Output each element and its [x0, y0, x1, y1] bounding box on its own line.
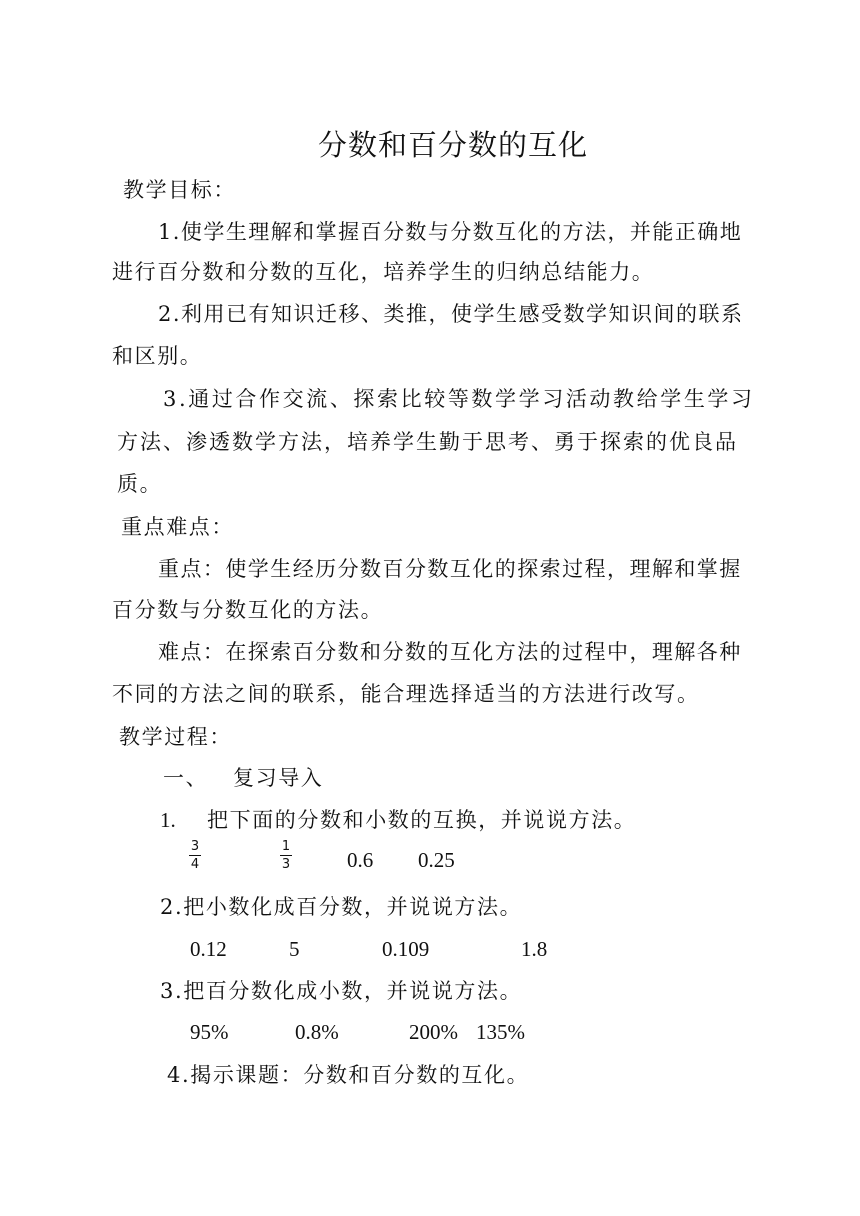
fraction-numerator: 3	[190, 839, 200, 854]
objective-3-line-1: 3.通过合作交流、探索比较等数学学习活动教给学生学习	[163, 387, 755, 411]
fraction-bar	[189, 855, 201, 856]
difficult-point-line-1: 难点：在探索百分数和分数的互化方法的过程中，理解各种	[158, 640, 742, 664]
exercise-1-number: 1.	[160, 808, 176, 832]
exercise-3-text: 3.把百分数化成小数，并说说方法。	[160, 979, 523, 1003]
objective-3-line-2: 方法、渗透数学方法，培养学生勤于思考、勇于探索的优良品	[117, 430, 738, 454]
objective-1-line-1: 1.使学生理解和掌握百分数与分数互化的方法，并能正确地	[158, 220, 743, 244]
fraction-three-quarters	[187, 840, 203, 871]
exercise-1-text: 把下面的分数和小数的互换，并说说方法。	[207, 808, 637, 832]
exercise-3-value: 0.8%	[295, 1020, 339, 1044]
fraction-one-third	[278, 840, 294, 871]
fraction-bar	[280, 855, 292, 856]
key-point-line-1: 重点：使学生经历分数百分数互化的探索过程，理解和掌握	[158, 557, 742, 581]
exercise-4-text: 4.揭示课题：分数和百分数的互化。	[167, 1063, 530, 1087]
process-heading: 教学过程：	[119, 725, 232, 749]
key-points-heading: 重点难点：	[121, 515, 234, 539]
document-title: 分数和百分数的互化	[318, 128, 589, 162]
exercise-2-value: 0.109	[382, 937, 430, 961]
exercise-3-value: 135%	[476, 1020, 525, 1044]
fraction-numerator: 1	[281, 839, 291, 854]
fraction-denominator: 3	[281, 857, 291, 872]
objective-3-line-3: 质。	[117, 472, 163, 496]
objective-1-line-2: 进行百分数和分数的互化，培养学生的归纳总结能力。	[112, 260, 655, 284]
exercise-2-text: 2.把小数化成百分数，并说说方法。	[160, 895, 523, 919]
section-1-number: 一、	[163, 766, 209, 790]
exercise-2-value: 0.12	[190, 937, 227, 961]
objective-2-line-2: 和区别。	[112, 344, 203, 368]
section-1-title: 复习导入	[233, 766, 324, 790]
decimal-value: 0.25	[418, 848, 455, 872]
exercise-3-value: 200%	[409, 1020, 458, 1044]
objectives-heading: 教学目标：	[123, 178, 236, 202]
objective-2-line-1: 2.利用已有知识迁移、类推，使学生感受数学知识间的联系	[158, 302, 744, 326]
difficult-point-line-2: 不同的方法之间的联系，能合理选择适当的方法进行改写。	[112, 682, 700, 706]
exercise-2-value: 5	[289, 937, 300, 961]
exercise-3-value: 95%	[190, 1020, 229, 1044]
fraction-denominator: 4	[190, 857, 200, 872]
decimal-value: 0.6	[347, 848, 374, 872]
exercise-2-value: 1.8	[521, 937, 548, 961]
key-point-line-2: 百分数与分数互化的方法。	[112, 598, 384, 622]
